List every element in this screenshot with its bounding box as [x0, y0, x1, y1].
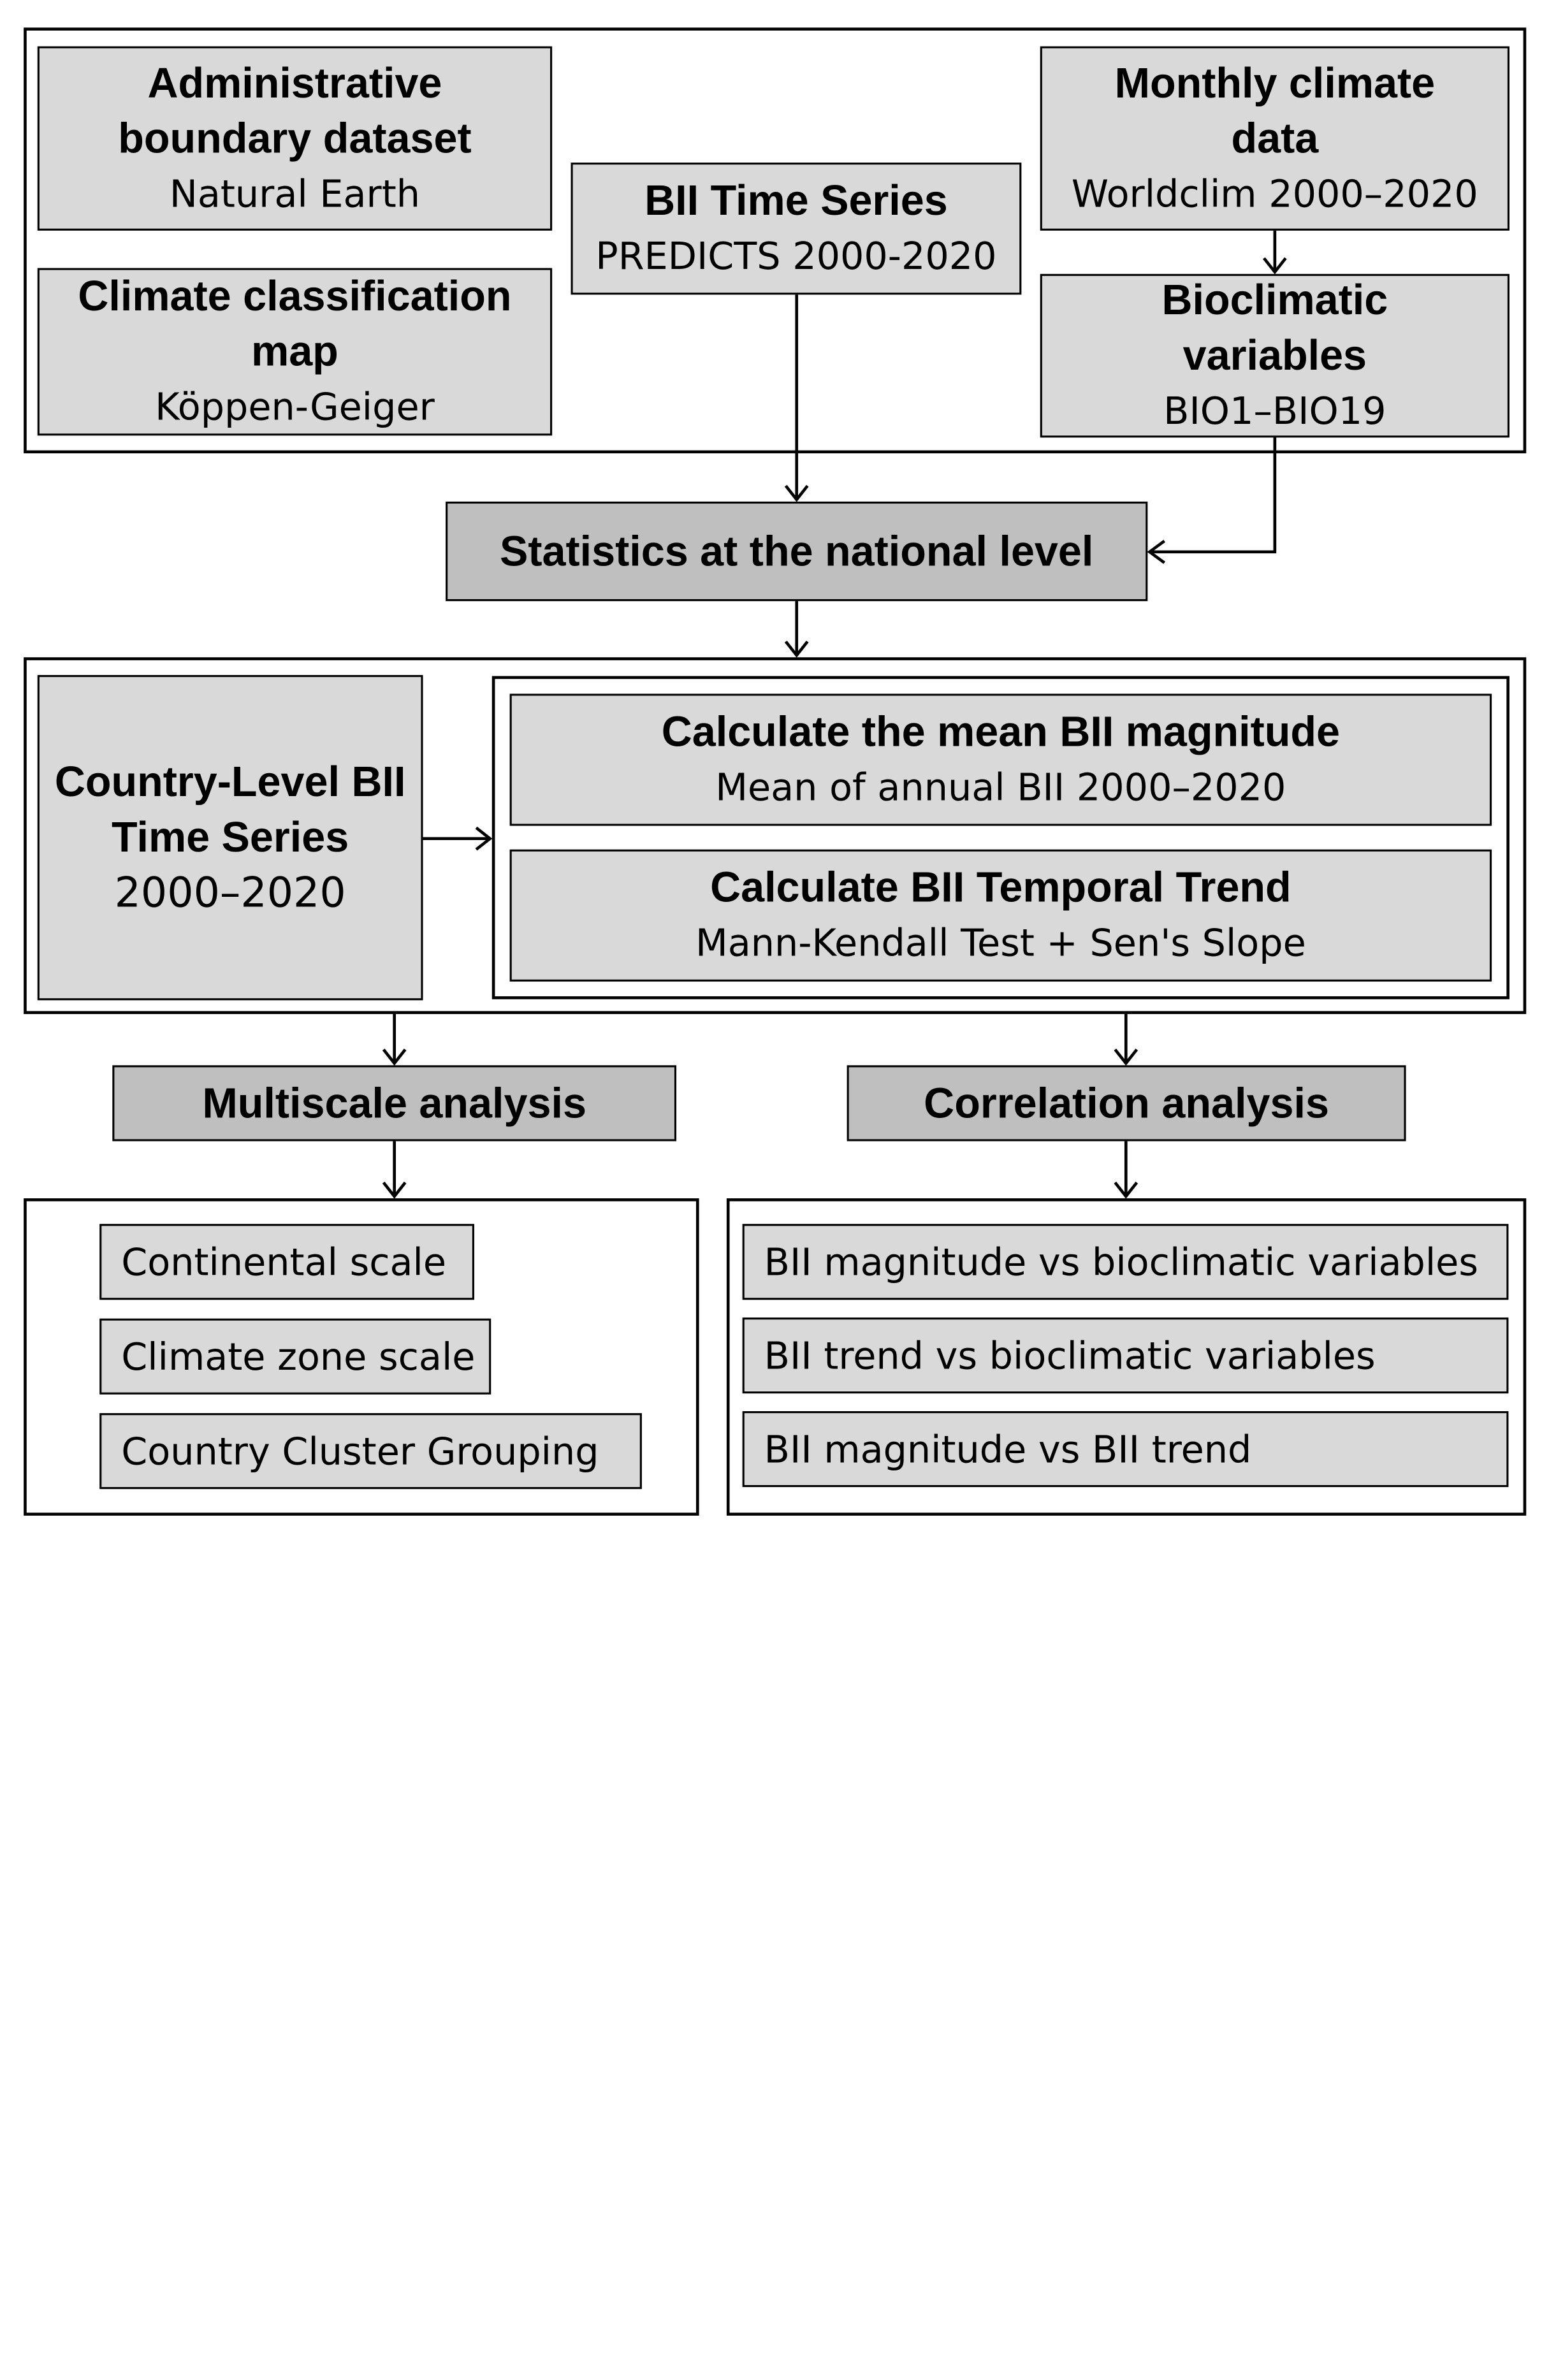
climate-classification-title: Climate classification map — [78, 273, 512, 376]
arrow-statistics-to-country — [786, 601, 808, 655]
bii-time-series-title: BII Time Series — [644, 177, 948, 225]
list-item: Continental scale — [99, 1224, 474, 1300]
temporal-trend-title: Calculate BII Temporal Trend — [710, 864, 1291, 912]
mean-magnitude-detail: Mean of annual BII 2000–2020 — [715, 766, 1286, 809]
list-item: BII trend vs bioclimatic variables — [743, 1317, 1509, 1393]
arrow-bii-to-statistics — [786, 294, 808, 500]
bii-time-series-source: PREDICTS 2000-2020 — [595, 234, 997, 278]
list-item: BII magnitude vs BII trend — [743, 1411, 1509, 1487]
list-item: Climate zone scale — [99, 1319, 491, 1395]
arrow-to-multiscale — [384, 1014, 405, 1063]
arrow-multiscale-to-items — [384, 1141, 405, 1196]
correlation-analysis-title: Correlation analysis — [924, 1079, 1329, 1127]
climate-classification-source: Köppen-Geiger — [155, 385, 435, 429]
arrow-bioclimatic-to-statistics — [1149, 437, 1274, 562]
national-statistics-title: Statistics at the national level — [499, 527, 1094, 576]
temporal-trend-detail: Mann-Kendall Test + Sen's Slope — [695, 921, 1306, 965]
list-item: Country Cluster Grouping — [99, 1413, 642, 1489]
arrow-to-correlation — [1115, 1014, 1137, 1063]
arrow-country-to-calculation — [423, 828, 490, 850]
mean-magnitude-title: Calculate the mean BII magnitude — [661, 708, 1341, 756]
country-level-title: Country-Level BII Time Series — [54, 758, 406, 862]
list-item: BII magnitude vs bioclimatic variables — [743, 1224, 1509, 1300]
bioclimatic-source: BIO1–BIO19 — [1163, 389, 1386, 433]
admin-boundary-title: Administrative boundary dataset — [118, 59, 472, 163]
multiscale-analysis-title: Multiscale analysis — [202, 1079, 586, 1127]
country-level-period: 2000–2020 — [114, 868, 346, 917]
monthly-climate-source: Worldclim 2000–2020 — [1071, 171, 1478, 215]
bioclimatic-title: Bioclimatic variables — [1161, 277, 1388, 380]
monthly-climate-title: Monthly climate data — [1114, 59, 1436, 163]
arrow-correlation-to-items — [1115, 1141, 1137, 1196]
arrow-climate-to-bioclimatic — [1264, 231, 1286, 272]
admin-boundary-source: Natural Earth — [169, 171, 421, 215]
